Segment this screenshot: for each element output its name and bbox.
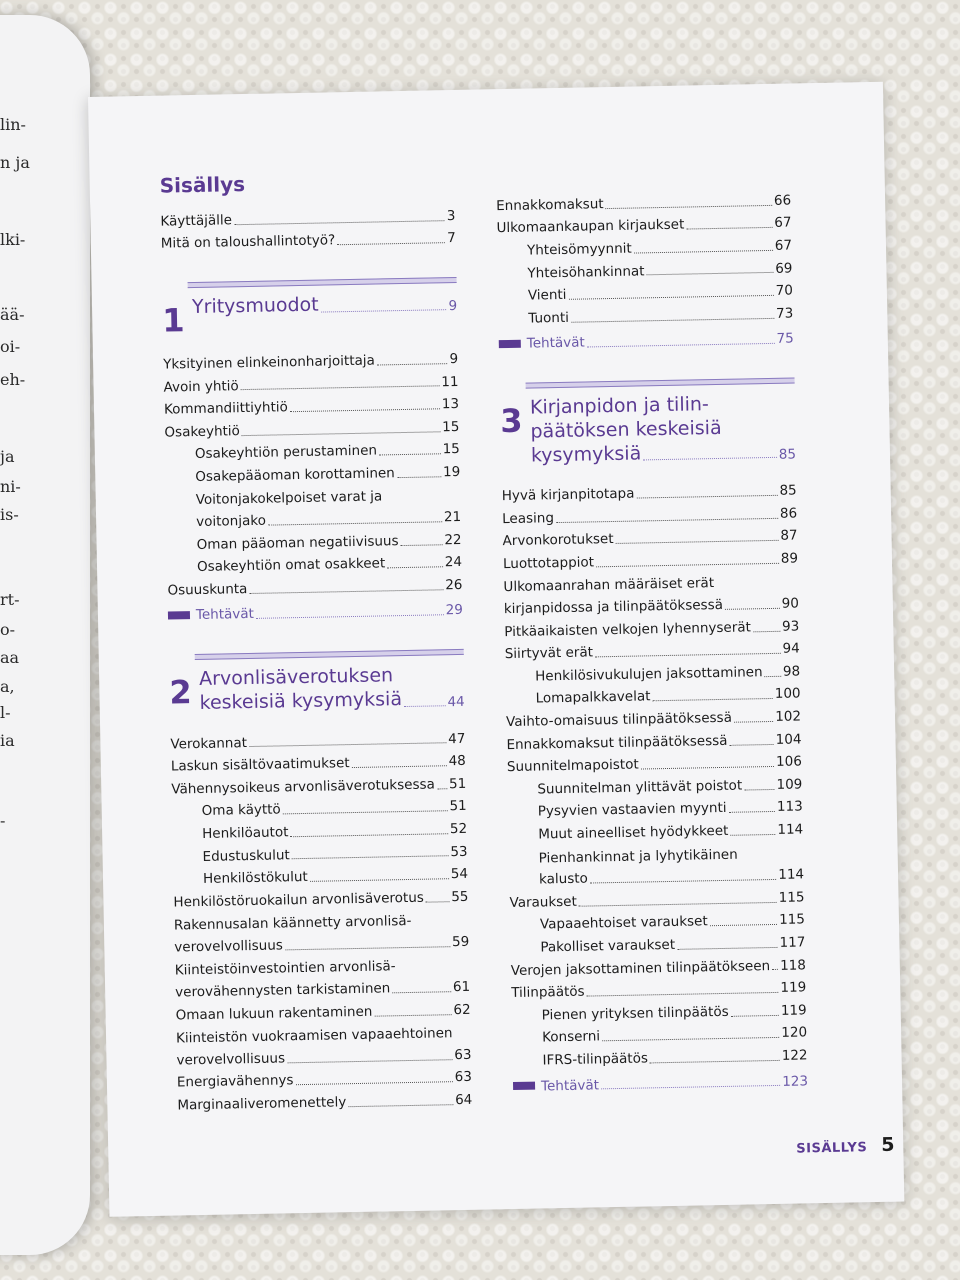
toc-entry-page: 11 — [441, 373, 459, 390]
toc-entry-text: Ennakkomaksut — [496, 195, 604, 214]
left-page-text-fragment: o- — [0, 620, 16, 639]
dot-leader — [602, 1037, 779, 1041]
toc-entry-text: verovelvollisuus — [176, 1050, 286, 1069]
toc-left-column — [160, 202, 472, 1114]
toc-entry-text: Verokannat — [170, 734, 248, 753]
toc-entry-page: 62 — [453, 1001, 471, 1018]
toc-entry-page: 104 — [775, 731, 802, 748]
left-page-text-fragment: oi- — [0, 337, 21, 356]
dot-leader — [401, 544, 443, 546]
dot-leader — [249, 589, 443, 594]
toc-entry-text: Energiavähennys — [176, 1072, 294, 1091]
dot-leader — [377, 363, 448, 365]
dot-leader — [283, 810, 448, 814]
left-page-text-fragment: eh- — [0, 370, 26, 389]
toc-page — [88, 82, 904, 1217]
dot-leader — [725, 608, 780, 610]
dot-leader — [616, 540, 779, 544]
toc-entry-text: Muut aineelliset hyödykkeet — [538, 822, 729, 843]
toc-entry-page: 115 — [778, 911, 806, 929]
chapter-title-line: keskeisiä kysymyksiä 44 — [199, 688, 465, 715]
toc-entry-page: 13 — [441, 396, 460, 413]
chapter-title-line: kysymyksiä 85 — [530, 442, 797, 467]
toc-entry-text: Vienti — [527, 286, 567, 304]
dot-leader — [256, 615, 444, 620]
exercises-marker — [499, 340, 521, 348]
toc-entry-page: 54 — [450, 865, 469, 883]
toc-entry-page: 119 — [780, 1002, 807, 1019]
toc-entry-text: Tehtävät — [195, 606, 255, 624]
toc-entry-page: 63 — [454, 1069, 473, 1086]
dot-leader — [595, 653, 781, 658]
dot-leader — [636, 495, 777, 499]
toc-entry-page: 117 — [779, 934, 806, 951]
left-page-text-fragment: ää- — [0, 305, 25, 324]
toc-entry-text: Tilinpäätös — [511, 983, 585, 1002]
chapter-number: 2 — [169, 673, 193, 712]
toc-entry-first-line: Kiinteistöinvestointien arvonlisä- — [174, 958, 396, 979]
toc-entry-page: 70 — [775, 282, 794, 299]
dot-leader — [647, 272, 774, 275]
exercises-marker — [168, 611, 190, 619]
toc-entry-text: Ulkomaankaupan kirjaukset — [496, 216, 685, 237]
dot-leader — [374, 1014, 451, 1016]
chapter-heading-1[interactable] — [161, 277, 458, 340]
toc-entry-text: Tehtävät — [540, 1076, 600, 1095]
toc-entry-page: 75 — [776, 330, 794, 348]
toc-entry-text: Hyvä kirjanpitotapa — [501, 485, 635, 505]
toc-entry-page: 87 — [780, 527, 798, 545]
exercises-link[interactable] — [499, 325, 794, 353]
toc-entry-text: Vähennysoikeus arvonlisäverotuksessa — [171, 776, 436, 798]
dot-leader — [587, 343, 775, 348]
toc-entry-first-line: Ulkomaanrahan määräiset erät — [503, 575, 715, 596]
dot-leader — [731, 1015, 779, 1017]
toc-entry-text: Henkilöautot — [202, 824, 289, 842]
chapter-rule — [195, 649, 464, 660]
toc-entry-page: 94 — [782, 640, 800, 658]
dot-leader — [590, 879, 776, 884]
toc-entry-page: 15 — [442, 418, 460, 435]
exercises-marker — [513, 1082, 535, 1090]
dot-leader — [397, 476, 441, 478]
toc-entry-page: 93 — [781, 618, 800, 635]
dot-leader — [291, 833, 449, 837]
dot-leader — [426, 901, 449, 902]
toc-entry-text: IFRS-tilinpäätös — [542, 1050, 649, 1069]
toc-entry-text: Varaukset — [509, 893, 577, 911]
toc-entry-text: Yhteisömyynnit — [526, 240, 632, 259]
toc-entry-text: Oma käyttö — [201, 801, 281, 820]
toc-entry-page: 52 — [449, 820, 468, 838]
toc-entry-page: 109 — [776, 776, 803, 793]
dot-leader — [571, 317, 774, 322]
toc-entry-text: Vaihto-omaisuus tilinpäätöksessä — [505, 709, 733, 731]
page-title: Sisällys — [159, 172, 246, 198]
toc-entry-page: 73 — [775, 305, 794, 322]
dot-leader — [379, 453, 441, 455]
toc-entry-page: 102 — [775, 708, 802, 725]
chapter-page: 44 — [447, 693, 465, 711]
dot-leader — [772, 969, 778, 970]
toc-entry-text: Luottotappiot — [502, 554, 595, 573]
toc-entry-page: 19 — [442, 463, 461, 481]
left-page-edge — [0, 15, 90, 1255]
chapter-title-line: Arvonlisäverotuksen — [198, 664, 394, 691]
toc-entry-text: Käyttäjälle — [160, 211, 233, 230]
toc-entry-page: 100 — [774, 685, 801, 703]
toc-entry-page: 29 — [445, 602, 464, 619]
toc-entry-page: 90 — [781, 595, 800, 612]
dot-leader — [744, 789, 774, 791]
dot-leader — [730, 834, 775, 836]
toc-entry-text: Pienen yrityksen tilinpäätös — [541, 1003, 729, 1024]
toc-entry-first-line: Kiinteistön vuokraamisen vapaaehtoinen — [175, 1025, 453, 1047]
toc-entry-page: 118 — [779, 956, 807, 974]
left-page-text-fragment: l- — [0, 703, 11, 722]
dot-leader — [241, 386, 440, 391]
toc-entry-text: Lomapalkkavelat — [535, 688, 651, 707]
dot-leader — [710, 924, 777, 926]
toc-entry-text: Suunnitelmapoistot — [506, 756, 639, 776]
toc-entry-page: 24 — [444, 554, 463, 571]
dot-leader — [634, 250, 773, 254]
toc-entry-text: Tehtävät — [526, 334, 585, 352]
toc-entry-text: kalusto — [538, 870, 589, 888]
toc-entry-page: 114 — [777, 821, 804, 838]
toc-entry-page: 22 — [444, 531, 462, 548]
toc-entry-text: Mitä on taloushallintotyö? — [160, 232, 336, 252]
chapter-title-line: Kirjanpidon ja tilin- — [529, 393, 709, 419]
left-page-text-fragment: ja — [0, 447, 15, 466]
chapter-heading-3[interactable] — [500, 378, 797, 469]
toc-entry-first-line: Rakennusalan käännetty arvonlisä- — [173, 913, 412, 934]
toc-entry-page: 63 — [454, 1046, 472, 1063]
toc-entry-page: 47 — [448, 730, 466, 747]
dot-leader — [596, 563, 779, 568]
toc-entry-text: Osuuskunta — [167, 580, 248, 599]
toc-entry-page: 115 — [778, 889, 805, 906]
dot-leader — [387, 566, 443, 568]
chapter-rule — [188, 277, 457, 288]
toc-entry-page: 61 — [452, 978, 471, 996]
dot-leader — [249, 743, 446, 748]
left-page-text-fragment: a, — [0, 677, 15, 696]
chapter-title — [199, 663, 465, 716]
toc-entry-text: Henkilöstöruokailun arvonlisäverotus — [173, 889, 425, 911]
toc-entry-text: voitonjako — [196, 512, 267, 531]
toc-entry-text: Omaan lukuun rakentaminen — [175, 1003, 373, 1024]
dot-leader — [352, 765, 447, 768]
toc-entry-page: 106 — [775, 753, 803, 771]
toc-entry-page: 66 — [773, 192, 792, 209]
toc-entry-text: Konserni — [541, 1028, 601, 1046]
dot-leader — [296, 1081, 453, 1085]
toc-entry-first-line: Pienhankinnat ja lyhytikäinen — [538, 846, 738, 866]
toc-entry-page: 122 — [781, 1047, 808, 1064]
toc-entry-text: Pitkäaikaisten velkojen lyhennyserät — [504, 619, 752, 640]
toc-entry-text: Pakolliset varaukset — [540, 936, 676, 956]
toc-entry-page: 51 — [449, 798, 467, 815]
left-page-text-fragment: lki- — [0, 230, 26, 249]
toc-entry-page: 89 — [780, 550, 799, 567]
dot-leader — [753, 630, 780, 632]
dot-leader — [234, 220, 445, 225]
dot-leader — [734, 721, 773, 723]
page-footer — [796, 1134, 895, 1158]
left-page-text-fragment: lin- — [0, 115, 26, 134]
toc-entry-page: 53 — [450, 843, 468, 860]
dot-leader — [321, 309, 447, 312]
dot-leader — [730, 743, 774, 745]
dot-leader — [404, 705, 445, 707]
toc-entry-text: Osakepääoman korottaminen — [195, 465, 395, 485]
toc-entry-text: Kommandiittiyhtiö — [163, 399, 288, 418]
dot-leader — [285, 946, 450, 950]
toc-entry-text: Henkilöstökulut — [202, 869, 308, 888]
toc-entry-page: 113 — [776, 798, 803, 816]
toc-entry-text: Laskun sisältövaatimukset — [170, 755, 350, 775]
chapter-number: 3 — [499, 401, 523, 441]
toc-entry-page: 3 — [446, 207, 456, 224]
dot-leader — [729, 811, 775, 813]
chapter-heading-2[interactable] — [169, 649, 465, 716]
toc-entry-page: 119 — [780, 979, 807, 997]
left-page-text-fragment: aa — [0, 648, 20, 667]
toc-entry-text: Verojen jaksottaminen tilinpäätökseen — [510, 957, 771, 979]
toc-entry-page: 15 — [442, 441, 460, 458]
dot-leader — [579, 902, 777, 907]
page-number: 5 — [881, 1133, 895, 1156]
toc-entry-text: verovähennysten tarkistaminen — [175, 980, 391, 1001]
left-page-text-fragment: - — [0, 811, 6, 830]
toc-entry-page: 59 — [451, 933, 470, 951]
toc-entry-page: 51 — [448, 775, 467, 792]
exercises-link[interactable] — [168, 597, 463, 625]
dot-leader — [337, 242, 445, 245]
toc-entry-page: 64 — [454, 1091, 473, 1109]
toc-entry-page: 7 — [447, 230, 456, 247]
toc-entry-text: Oman pääoman negatiivisuus — [196, 532, 399, 553]
toc-entry-text: Tuonti — [528, 309, 570, 327]
chapter-title-line: Yritysmuodot 9 — [191, 293, 458, 319]
left-page-text-fragment: n ja — [0, 153, 30, 172]
toc-entry-text: Ennakkomaksut tilinpäätöksessä — [506, 732, 728, 753]
toc-entry-page: 26 — [445, 576, 463, 594]
toc-entry-first-line: Voitonjakokelpoiset varat ja — [195, 488, 383, 509]
toc-entry-text: Henkilösivukulujen jaksottaminen — [535, 664, 763, 685]
left-page-text-fragment: rt- — [0, 590, 20, 609]
toc-entry-page: 48 — [448, 752, 466, 770]
running-footer-label: SISÄLLYS — [796, 1140, 868, 1157]
toc-entry-text: Siirtyvät erät — [504, 644, 594, 663]
toc-entry-text: Edustuskulut — [202, 846, 290, 865]
toc-entry-text: Arvonkorotukset — [502, 531, 614, 550]
toc-entry-page: 123 — [782, 1072, 809, 1090]
dot-leader — [643, 457, 777, 461]
dot-leader — [242, 431, 440, 436]
toc-entry-text: verovelvollisuus — [174, 937, 284, 956]
chapter-rule — [526, 378, 795, 389]
dot-leader — [641, 766, 774, 770]
toc-right-column — [496, 187, 808, 1096]
exercises-link[interactable] — [513, 1067, 808, 1095]
left-page-text-fragment: ia — [0, 731, 15, 750]
toc-entry-page: 9 — [449, 350, 459, 368]
dot-leader — [348, 1104, 453, 1107]
dot-leader — [287, 1059, 452, 1063]
toc-entry-page: 21 — [443, 508, 462, 526]
toc-entry-page: 98 — [782, 663, 801, 680]
toc-entry-text: Yksityinen elinkeinonharjoittaja — [162, 352, 376, 373]
dot-leader — [653, 698, 773, 701]
toc-entry-text: Avoin yhtiö — [163, 377, 239, 396]
toc-entry-text: Vapaaehtoiset varaukset — [539, 913, 708, 933]
toc-entry-text: Osakeyhtiön perustaminen — [194, 442, 378, 463]
dot-leader — [437, 788, 447, 789]
left-page-text-fragment: is- — [0, 505, 19, 524]
toc-entry-text: Pysyvien vastaavien myynti — [537, 800, 727, 820]
dot-leader — [268, 521, 442, 525]
dot-leader — [310, 878, 449, 882]
dot-leader — [290, 408, 440, 412]
toc-entry-text: Leasing — [502, 509, 555, 527]
toc-entry-text: Yhteisöhankinnat — [527, 262, 645, 282]
toc-entry-text: Osakeyhtiön omat osakkeet — [196, 555, 386, 576]
toc-entry-text: kirjanpidossa ja tilinpäätöksessä — [503, 596, 724, 618]
dot-leader — [765, 676, 781, 677]
toc-entry-page: 55 — [451, 888, 469, 905]
toc-entry-page: 86 — [779, 505, 798, 522]
toc-entry-page: 85 — [779, 482, 797, 499]
dot-leader — [587, 992, 779, 997]
dot-leader — [677, 947, 778, 950]
toc-entry-text: Marginaaliveromenettely — [177, 1094, 347, 1114]
chapter-number: 1 — [161, 301, 185, 340]
toc-entry-page: 120 — [781, 1024, 808, 1042]
chapter-title-line: päätöksen keskeisiä — [530, 416, 722, 443]
toc-entry-page: 67 — [774, 214, 792, 232]
toc-entry-page: 67 — [774, 237, 793, 254]
chapter-page: 9 — [448, 298, 458, 315]
chapter-title — [192, 291, 457, 320]
toc-entry-text: Suunnitelman ylittävät poistot — [537, 777, 743, 798]
dot-leader — [650, 1060, 780, 1063]
chapter-page: 85 — [778, 446, 797, 463]
dot-leader — [392, 991, 451, 993]
dot-leader — [606, 204, 772, 208]
dot-leader — [292, 856, 449, 860]
dot-leader — [569, 295, 774, 300]
dot-leader — [556, 517, 778, 522]
toc-entry-page: 69 — [775, 260, 793, 277]
left-page-text-fragment: ni- — [0, 477, 21, 496]
dot-leader — [686, 227, 772, 230]
toc-entry-page: 114 — [778, 866, 805, 884]
chapter-title — [530, 392, 796, 468]
toc-entry-text: Osakeyhtiö — [164, 422, 241, 441]
dot-leader — [601, 1085, 780, 1089]
